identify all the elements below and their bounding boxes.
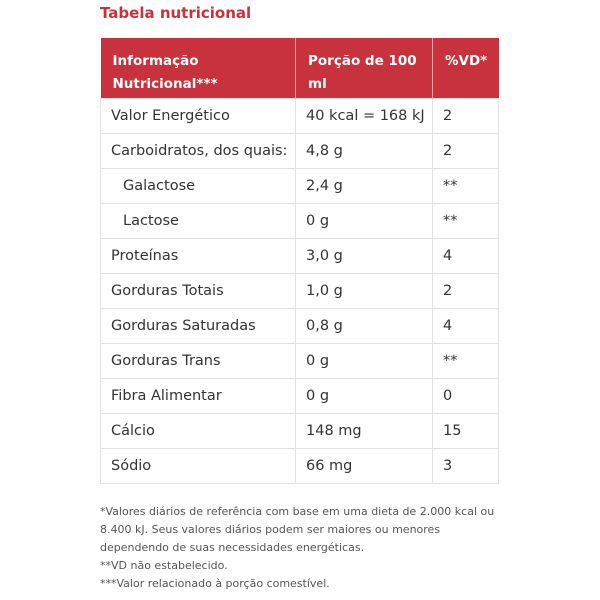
- portion-cell: 66 mg: [296, 448, 433, 483]
- nutrient-name-cell: Carboidratos, dos quais:: [101, 133, 296, 168]
- table-row: [101, 308, 499, 343]
- table-body: [101, 98, 499, 483]
- daily-value-cell: 4: [433, 238, 499, 273]
- nutrient-name-cell: Gorduras Totais: [101, 273, 296, 308]
- table-row: [101, 98, 499, 133]
- nutrient-name-cell: Valor Energético: [101, 98, 296, 133]
- nutrient-name-cell: Cálcio: [101, 413, 296, 448]
- daily-value-cell: **: [433, 168, 499, 203]
- portion-cell: 0,8 g: [296, 308, 433, 343]
- footnotes: [100, 503, 510, 593]
- portion-cell: 3,0 g: [296, 238, 433, 273]
- nutrient-name-cell: Lactose: [101, 203, 296, 238]
- header-daily-value: %VD*: [433, 38, 499, 98]
- daily-value-cell: 0: [433, 378, 499, 413]
- daily-value-cell: 2: [433, 273, 499, 308]
- nutrient-name-cell: Gorduras Saturadas: [101, 308, 296, 343]
- table-row: [101, 413, 499, 448]
- table-row: [101, 448, 499, 483]
- daily-value-cell: 2: [433, 133, 499, 168]
- nutrient-name-cell: Fibra Alimentar: [101, 378, 296, 413]
- page-title: Tabela nutricional: [100, 4, 252, 22]
- portion-cell: 2,4 g: [296, 168, 433, 203]
- nutrient-name-cell: Gorduras Trans: [101, 343, 296, 378]
- nutrition-table: [100, 38, 499, 484]
- table-row: [101, 203, 499, 238]
- nutrient-name-cell: Sódio: [101, 448, 296, 483]
- table-row: [101, 238, 499, 273]
- portion-cell: 0 g: [296, 378, 433, 413]
- footnote-vd-not-established: **VD não estabelecido.: [100, 559, 228, 572]
- daily-value-cell: **: [433, 203, 499, 238]
- table-row: [101, 133, 499, 168]
- table-row: [101, 343, 499, 378]
- table-row: [101, 168, 499, 203]
- daily-value-cell: 3: [433, 448, 499, 483]
- header-nutritional-info: Informação Nutricional***: [101, 38, 296, 98]
- portion-cell: 0 g: [296, 203, 433, 238]
- portion-cell: 40 kcal = 168 kJ: [296, 98, 433, 133]
- portion-cell: 4,8 g: [296, 133, 433, 168]
- daily-value-cell: 15: [433, 413, 499, 448]
- nutrient-name-cell: Proteínas: [101, 238, 296, 273]
- footnote-edible-portion: ***Valor relacionado à porção comestível.: [100, 577, 330, 590]
- header-portion: Porção de 100 ml: [296, 38, 433, 98]
- table-row: [101, 378, 499, 413]
- table-row: [101, 273, 499, 308]
- daily-value-cell: **: [433, 343, 499, 378]
- portion-cell: 148 mg: [296, 413, 433, 448]
- daily-value-cell: 4: [433, 308, 499, 343]
- table-header-row: [101, 38, 499, 98]
- nutrient-name-cell: Galactose: [101, 168, 296, 203]
- portion-cell: 0 g: [296, 343, 433, 378]
- portion-cell: 1,0 g: [296, 273, 433, 308]
- daily-value-cell: 2: [433, 98, 499, 133]
- footnote-vd-reference: *Valores diários de referência com base em uma dieta de 2.000 kcal ou 8.400 kJ. Seus valores diários podem ser maiores ou menores dependendo de suas necessidades energéticas.: [100, 505, 495, 554]
